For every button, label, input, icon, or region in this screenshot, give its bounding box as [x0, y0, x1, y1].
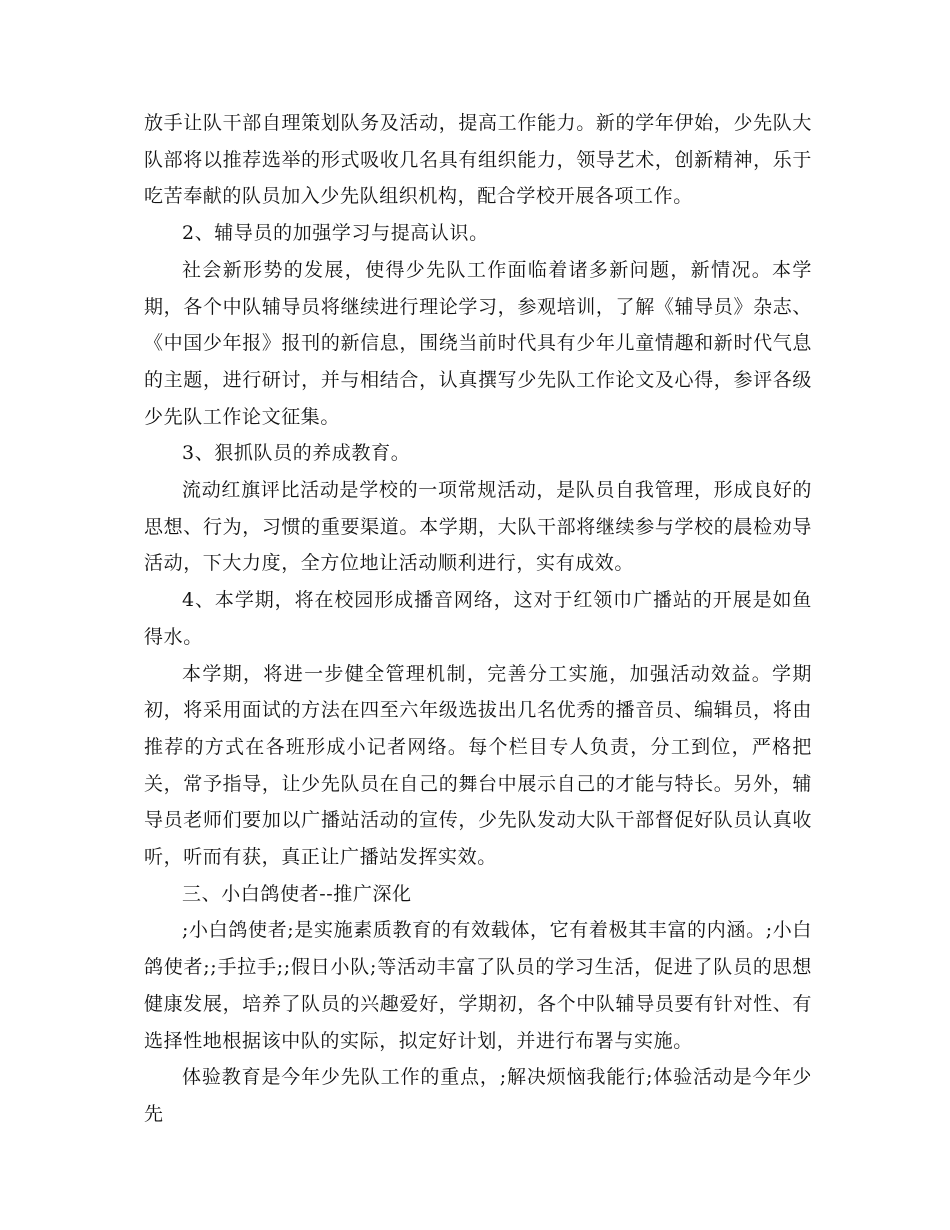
section-heading-3: 三、小白鸽使者--推广深化 — [182, 882, 412, 905]
paragraph-6: 体验教育是今年少先队工作的重点，;解决烦恼我能行;体验活动是今年少先 — [144, 1066, 812, 1125]
paragraph-3: 流动红旗评比活动是学校的一项常规活动，是队员自我管理，形成良好的思想、行为，习惯的重要渠道。本学期，大队干部将继续参与学校的晨检劝导活动，下大力度，全方位地让活动顺利进行，实有成效。 — [144, 479, 812, 575]
paragraph-4: 本学期，将进一步健全管理机制，完善分工实施，加强活动效益。学期初，将采用面试的方法在四至六年级选拔出几名优秀的播音员、编辑员，将由推荐的方式在各班形成小记者网络。每个栏目专人负责，分工到位，严格把关，常予指导，让少先队员在自己的舞台中展示自己的才能与特长。另外，辅导员老师们要加以广播站活动的宣传，少先队发动大队干部督促好队员认真收听，听而有获，真正让广播站发挥实效。 — [144, 662, 812, 869]
heading-item-4: 4、本学期，将在校园形成播音网络，这对于红领巾广播站的开展是如鱼得水。 — [144, 589, 812, 648]
paragraph-5: ;小白鸽使者;是实施素质教育的有效载体，它有着极其丰富的内涵。;小白鸽使者;;手拉手;;假日小队;等活动丰富了队员的学习生活，促进了队员的思想健康发展，培养了队员的兴趣爱好，学期初，各个中队辅导员要有针对性、有选择性地根据该中队的实际，拟定好计划，并进行布署与实施。 — [144, 919, 812, 1052]
heading-item-2: 2、辅导员的加强学习与提高认识。 — [182, 222, 489, 245]
paragraph-1: 放手让队干部自理策划队务及活动，提高工作能力。新的学年伊始，少先队大队部将以推荐选举的形式吸收几名具有组织能力，领导艺术，创新精神，乐于吃苦奉献的队员加入少先队组织机构，配合学校开展各项工作。 — [144, 112, 812, 208]
paragraph-2: 社会新形势的发展，使得少先队工作面临着诸多新问题，新情况。本学期，各个中队辅导员将继续进行理论学习，参观培训，了解《辅导员》杂志、《中国少年报》报刊的新信息，围绕当前时代具有少年儿童情趣和新时代气息的主题，进行研讨，并与相结合，认真撰写少先队工作论文及心得，参评各级少先队工作论文征集。 — [144, 258, 812, 428]
heading-item-3: 3、狠抓队员的养成教育。 — [182, 442, 411, 465]
document-body — [144, 105, 812, 1133]
